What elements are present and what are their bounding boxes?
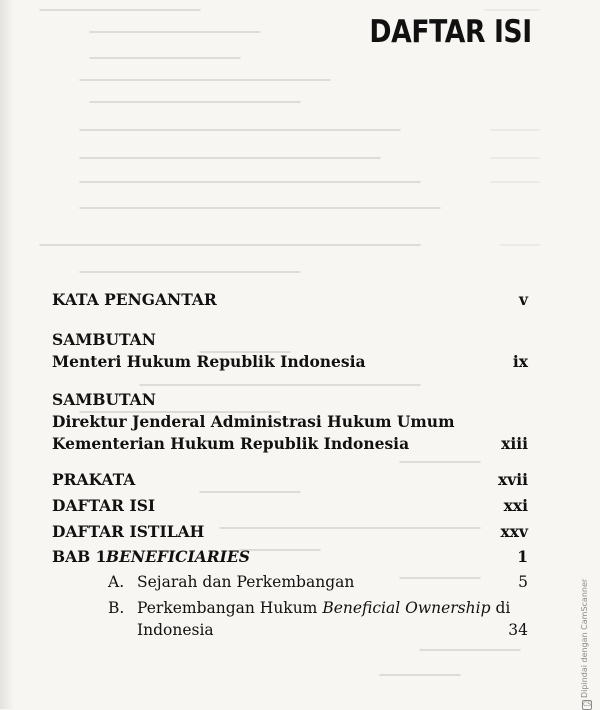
toc-entry-label: DAFTAR ISTILAH	[52, 522, 205, 541]
toc-entry-page: 1	[517, 547, 528, 566]
toc-entry-label: PRAKATA	[52, 470, 136, 489]
toc-entry-page: xxv	[500, 522, 528, 541]
toc-entry-page: xxi	[503, 496, 528, 515]
toc-entry-page: xvii	[497, 470, 528, 489]
page-title: DAFTAR ISI	[369, 14, 532, 50]
toc-subentry-page: 34	[508, 621, 528, 639]
toc-chapter-label: BENEFICIARIES	[106, 547, 250, 566]
toc-subentry-label	[137, 598, 510, 618]
toc-entry-label: Menteri Hukum Republik Indonesia	[52, 352, 366, 371]
toc-entry-page: ix	[512, 352, 528, 371]
scanner-logo-icon: CS	[583, 701, 591, 708]
toc-entry-label: Direktur Jenderal Administrasi Hukum Umum	[52, 412, 455, 431]
toc-entry-label: SAMBUTAN	[52, 330, 156, 349]
toc-subentry-label-part: Perkembangan Hukum	[137, 599, 318, 617]
toc-subentry-label-part: di	[495, 599, 511, 617]
scanner-watermark-text: Dipindai dengan CamScanner	[580, 578, 589, 698]
toc-chapter-prefix: BAB 1	[52, 547, 107, 566]
toc-entry-label: SAMBUTAN	[52, 390, 156, 409]
toc-subentry-label-italic: Beneficial Ownership	[322, 599, 491, 617]
toc-entry-label: DAFTAR ISI	[52, 496, 156, 515]
toc-entry-label: KATA PENGANTAR	[52, 290, 217, 309]
scanner-watermark	[580, 560, 594, 710]
toc-entry-page: xiii	[501, 434, 528, 453]
toc-subentry-label: Sejarah dan Perkembangan	[137, 573, 355, 591]
toc-subentry-page: 5	[518, 573, 528, 591]
toc-subentry-letter: A.	[108, 573, 125, 591]
toc-entry-label: Kementerian Hukum Republik Indonesia	[52, 434, 410, 453]
toc-subentry-label: Indonesia	[137, 621, 214, 639]
toc-subentry-letter: B.	[108, 599, 125, 617]
toc-entry-page: v	[518, 290, 528, 309]
